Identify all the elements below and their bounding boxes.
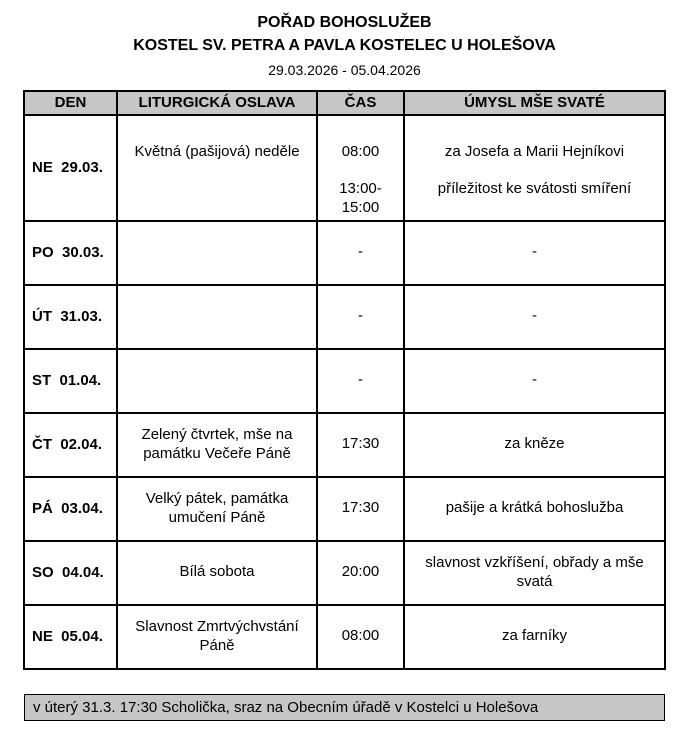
intention-cell: slavnost vzkříšení, obřady a mše svatá (404, 541, 665, 605)
intention-cell (404, 115, 665, 221)
table-row (24, 285, 665, 349)
table-row (24, 115, 665, 221)
table-row (24, 541, 665, 605)
day-cell: ÚT 31.03. (24, 285, 117, 349)
intention-cell: za kněze (404, 413, 665, 477)
page-subtitle: KOSTEL SV. PETRA A PAVLA KOSTELEC U HOLEŠOVA (133, 36, 556, 54)
time-entry: 08:00 (341, 142, 380, 160)
time-cell: 17:30 (317, 413, 404, 477)
celebration-cell: Bílá sobota (117, 541, 317, 605)
column-header-den: DEN (24, 91, 117, 115)
schedule-table (23, 90, 666, 670)
intention-entry: za Josefa a Marii Hejníkovi (444, 142, 625, 160)
table-row (24, 413, 665, 477)
column-header-umysl: ÚMYSL MŠE SVATÉ (404, 91, 665, 115)
time-cell: - (317, 221, 404, 285)
footer-note-bar (24, 694, 665, 721)
time-cell: 17:30 (317, 477, 404, 541)
intention-cell: - (404, 285, 665, 349)
date-range: 29.03.2026 - 05.04.2026 (268, 61, 421, 78)
time-cell: - (317, 285, 404, 349)
table-row (24, 349, 665, 413)
celebration-cell (117, 349, 317, 413)
time-cell: 08:00 (317, 605, 404, 669)
celebration-cell (117, 285, 317, 349)
celebration-cell: Slavnost Zmrtvýchvstání Páně (117, 605, 317, 669)
time-cell: - (317, 349, 404, 413)
time-cell (317, 115, 404, 221)
celebration-cell: Květná (pašijová) neděle (117, 115, 317, 221)
day-cell: PO 30.03. (24, 221, 117, 285)
intention-cell: za farníky (404, 605, 665, 669)
day-cell: ST 01.04. (24, 349, 117, 413)
day-cell: ČT 02.04. (24, 413, 117, 477)
day-cell: NE 29.03. (24, 115, 117, 221)
table-header-row (24, 91, 665, 115)
column-header-cas: ČAS (317, 91, 404, 115)
table-row (24, 477, 665, 541)
table-row (24, 221, 665, 285)
intention-cell: - (404, 349, 665, 413)
intention-cell: pašije a krátká bohoslužba (404, 477, 665, 541)
time-cell: 20:00 (317, 541, 404, 605)
celebration-cell (117, 221, 317, 285)
intention-cell: - (404, 221, 665, 285)
document-header (0, 0, 689, 78)
footer-note: v úterý 31.3. 17:30 Scholička, sraz na Obecním úřadě v Kostelci u Holešova (33, 698, 539, 716)
celebration-cell: Velký pátek, památka umučení Páně (117, 477, 317, 541)
time-entry: 13:00-15:00 (339, 180, 382, 217)
day-cell: PÁ 03.04. (24, 477, 117, 541)
day-cell: NE 05.04. (24, 605, 117, 669)
table-row (24, 605, 665, 669)
page-title: POŘAD BOHOSLUŽEB (257, 14, 432, 31)
celebration-cell: Zelený čtvrtek, mše na památku Večeře Páně (117, 413, 317, 477)
column-header-liturgicka-oslava: LITURGICKÁ OSLAVA (117, 91, 317, 115)
intention-entry: příležitost ke svátosti smíření (437, 180, 632, 198)
day-cell: SO 04.04. (24, 541, 117, 605)
